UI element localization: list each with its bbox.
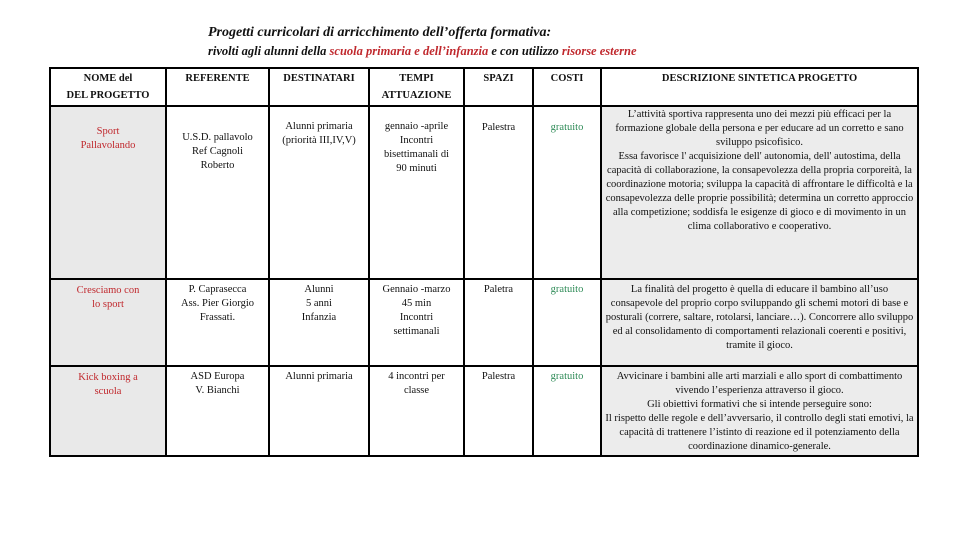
cell-line: Alunni primaria — [285, 371, 353, 382]
table-row — [50, 106, 918, 279]
project-descrizione — [601, 366, 918, 456]
title-subtitle — [208, 43, 768, 60]
cell-line: 4 incontri per — [388, 371, 445, 382]
header-text: ATTUAZIONE — [381, 90, 452, 101]
name-line: Cresciamo con — [76, 285, 140, 296]
cell-line: 90 minuti — [396, 163, 437, 174]
project-costi: gratuito — [533, 279, 601, 366]
header-text: NOME del — [83, 73, 133, 84]
project-costi: gratuito — [533, 366, 601, 456]
header-costi: COSTI — [533, 68, 601, 106]
cell-line: P. Caprasecca — [188, 284, 247, 295]
header-tempi — [369, 68, 464, 106]
header-text: TEMPI — [399, 73, 434, 84]
cell-line: Alunni primaria — [285, 121, 353, 132]
project-spazi: Paletra — [464, 279, 533, 366]
projects-table — [49, 67, 919, 457]
project-referente — [166, 366, 269, 456]
project-tempi — [369, 279, 464, 366]
subtitle-text: e con utilizzo — [488, 44, 562, 58]
name-line: Kick boxing a — [78, 372, 138, 383]
cell-line: settimanali — [393, 326, 440, 337]
cell-line: 5 anni — [306, 298, 332, 309]
project-tempi — [369, 366, 464, 456]
cell-line: classe — [403, 385, 430, 396]
project-referente — [166, 279, 269, 366]
project-name — [50, 106, 166, 279]
header-nome — [50, 68, 166, 106]
header-text: DEL PROGETTO — [66, 90, 150, 101]
cell-line: gennaio -aprile — [384, 121, 449, 132]
table-row — [50, 279, 918, 366]
project-destinatari — [269, 106, 369, 279]
project-destinatari — [269, 279, 369, 366]
desc-paragraph: L’attività sportiva rappresenta uno dei mezzi più efficaci per la formazione globale della persona e per educare ad un corretto e sano sviluppo psicofisico. — [615, 109, 904, 148]
cell-line: ASD Europa — [190, 371, 245, 382]
name-line: lo sport — [92, 299, 124, 310]
cell-line: Ref Cagnoli — [191, 146, 244, 157]
name-line: scuola — [94, 386, 122, 397]
project-spazi: Palestra — [464, 106, 533, 279]
cell-line: U.S.D. pallavolo — [182, 132, 253, 143]
cell-line: (priorità III,IV,V) — [282, 135, 356, 146]
subtitle-highlight-resources: risorse esterne — [561, 44, 637, 58]
project-destinatari — [269, 366, 369, 456]
desc-paragraph: Gli obiettivi formativi che si intende perseguire sono: — [647, 399, 872, 410]
project-spazi: Palestra — [464, 366, 533, 456]
header-destinatari: DESTINATARI — [269, 68, 369, 106]
cell-line: Roberto — [200, 160, 235, 171]
cell-line: Alunni — [304, 284, 334, 295]
desc-paragraph: Il rispetto delle regole e dell’avversario, il controllo degli stati emotivi, la capacità di trattenere l’istinto di reazione ed il potenziamento della coordinazione dinamico-generale. — [605, 413, 914, 452]
project-descrizione — [601, 279, 918, 366]
header-spazi: SPAZI — [464, 68, 533, 106]
cell-line: Incontri — [399, 312, 434, 323]
name-line: Pallavolando — [80, 140, 136, 151]
table-row — [50, 366, 918, 456]
project-name — [50, 279, 166, 366]
cell-line: Frassati. — [199, 312, 236, 323]
desc-paragraph: Avvicinare i bambini alle arti marziali e allo sport di combattimento vivendo l’esperienza attraverso il gioco. — [616, 371, 903, 396]
project-name — [50, 366, 166, 456]
header-referente: REFERENTE — [166, 68, 269, 106]
cell-line: Incontri — [399, 135, 434, 146]
project-costi: gratuito — [533, 106, 601, 279]
desc-paragraph: La finalità del progetto è quella di educare il bambino all’uso consapevole del proprio corpo sviluppando gli schemi motori di base e posturali (correre, saltare, rotolarsi, lanciare…). Concorrere allo sviluppo ed al consolidamento di comportamenti relazionali coerenti e positivi, tramite il gioco. — [605, 284, 914, 351]
table-header-row — [50, 68, 918, 106]
project-referente — [166, 106, 269, 279]
desc-paragraph: Essa favorisce l' acquisizione dell' autonomia, dell' autostima, della capacità di collaborazione, la consapevolezza della propria corporeità, la coordinazione motoria; sviluppa la capacità di affrontare le difficoltà e la consapevolezza delle proprie possibilità; determina un corretto approccio alla competizione; soddisfa le esigenze di gioco e di movimento in un clima collaborativo e cooperativo. — [605, 151, 914, 232]
cell-line: bisettimanali di — [383, 149, 450, 160]
subtitle-highlight-schools: scuola primaria e dell’infanzia — [329, 44, 489, 58]
header-descrizione: DESCRIZIONE SINTETICA PROGETTO — [601, 68, 918, 106]
project-tempi — [369, 106, 464, 279]
cell-line: V. Bianchi — [195, 385, 240, 396]
name-line: Sport — [96, 126, 120, 137]
cell-line: Ass. Pier Giorgio — [180, 298, 255, 309]
cell-line: Infanzia — [301, 312, 337, 323]
document-title — [208, 24, 768, 60]
cell-line: Gennaio -marzo — [382, 284, 451, 295]
title-main: Progetti curricolari di arricchimento dell’offerta formativa: — [208, 25, 552, 40]
project-descrizione — [601, 106, 918, 279]
cell-line: 45 min — [401, 298, 432, 309]
subtitle-text: rivolti agli alunni della — [208, 44, 330, 58]
